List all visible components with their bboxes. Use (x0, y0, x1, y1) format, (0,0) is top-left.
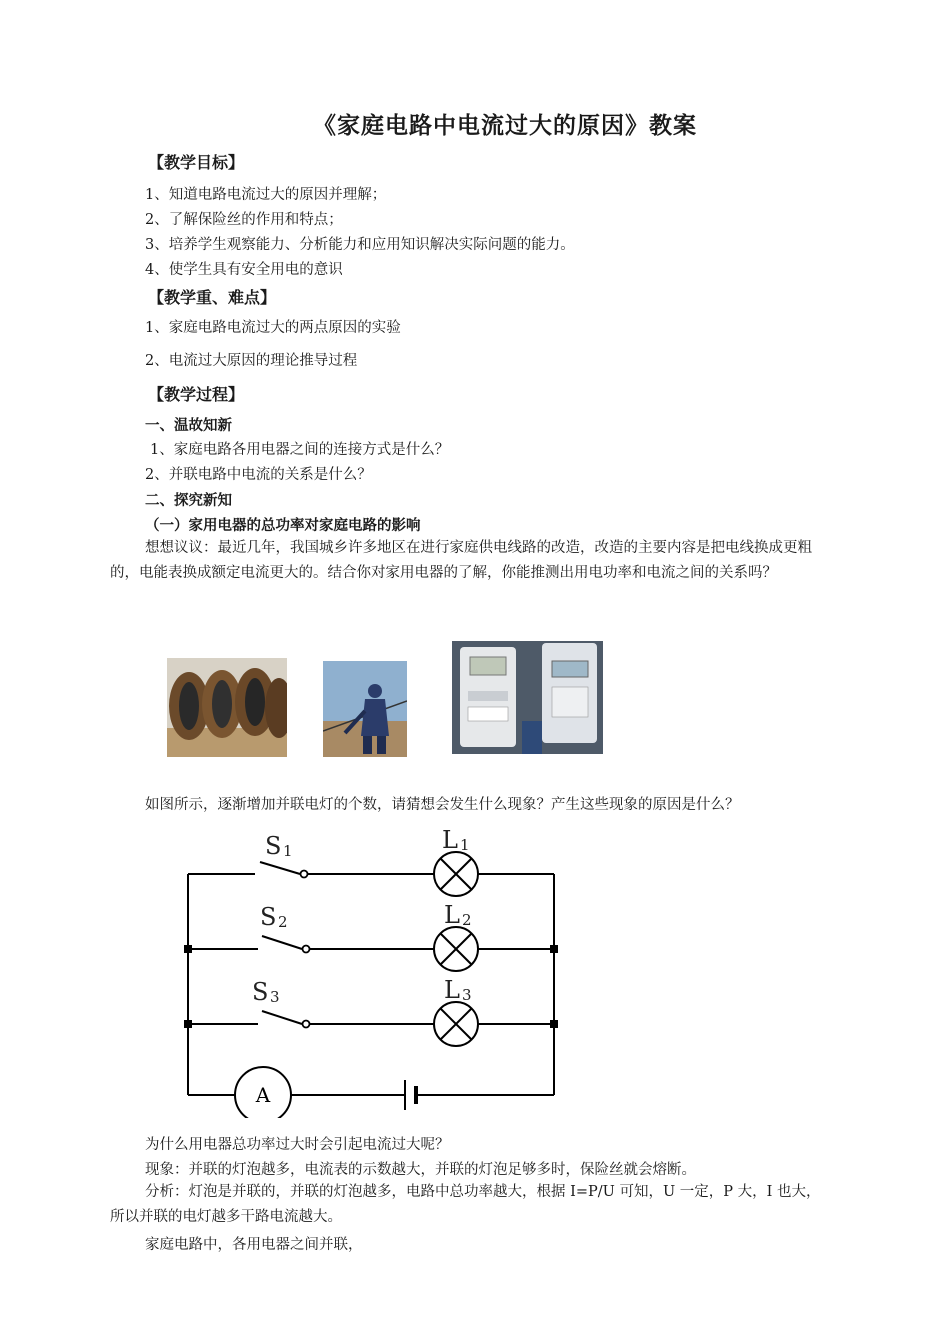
lamp-1-subscript: 1 (460, 836, 470, 854)
electric-meters-photo (452, 641, 603, 754)
lamp-2-subscript: 2 (462, 911, 472, 929)
key-points-heading: 【教学重、难点】 (148, 288, 277, 307)
lineman-photo (323, 661, 407, 757)
key-point-item: 1、家庭电路电流过大的两点原因的实验 (145, 320, 401, 336)
process-heading: 【教学过程】 (148, 385, 245, 404)
analysis-paragraph: 分析：灯泡是并联的，并联的灯泡越多，电路中总功率越大，根据 I=P/U 可知，U 一定，P 大，I 也大，所以并联的电灯越多干路电流越大。 (110, 1184, 821, 1225)
part1-item: 1、家庭电路各用电器之间的连接方式是什么？ (150, 442, 450, 458)
sub1-title: （一）家用电器的总功率对家庭电路的影响 (145, 518, 421, 534)
switch-1-subscript: 1 (283, 842, 293, 860)
switch-3-label: S (252, 978, 269, 1006)
figure-prompt: 如图所示，逐渐增加并联电灯的个数，请猜想会发生什么现象？产生这些现象的原因是什么？ (145, 797, 740, 813)
switch-2-subscript: 2 (278, 913, 288, 931)
goal-item: 3、培养学生观察能力、分析能力和应用知识解决实际问题的能力。 (145, 237, 575, 253)
last-line: 家庭电路中，各用电器之间并联， (145, 1237, 363, 1253)
cable-reels-photo (167, 658, 287, 757)
switch-3-subscript: 3 (270, 988, 280, 1006)
parallel-circuit-diagram (180, 822, 570, 1118)
goal-item: 2、了解保险丝的作用和特点； (145, 212, 343, 228)
key-point-item: 2、电流过大原因的理论推导过程 (145, 353, 358, 369)
lamp-3-label: L (444, 976, 460, 1004)
part1-title: 一、温故知新 (145, 418, 232, 434)
goal-item: 4、使学生具有安全用电的意识 (145, 262, 343, 278)
question-line: 为什么用电器总功率过大时会引起电流过大呢？ (145, 1137, 450, 1153)
lamp-3-subscript: 3 (462, 986, 472, 1004)
goal-item: 1、知道电路电流过大的原因并理解； (145, 187, 387, 203)
part1-item: 2、并联电路中电流的关系是什么？ (145, 467, 372, 483)
phenomenon-line: 现象：并联的灯泡越多，电流表的示数越大，并联的灯泡足够多时，保险丝就会熔断。 (145, 1162, 696, 1178)
switch-1-label: S (265, 832, 282, 860)
lamp-1-label: L (442, 826, 458, 854)
switch-2-label: S (260, 903, 277, 931)
think-paragraph: 想想议议：最近几年，我国城乡许多地区在进行家庭供电线路的改造，改造的主要内容是把电线换成更粗的，电能表换成额定电流更大的。结合你对家用电器的了解，你能推测出用电功率和电流之间的关系吗？ (110, 540, 812, 581)
page-title: 《家庭电路中电流过大的原因》教案 (313, 113, 697, 139)
part2-title: 二、探究新知 (145, 493, 232, 509)
goals-heading: 【教学目标】 (148, 153, 245, 172)
lamp-2-label: L (444, 901, 460, 929)
ammeter-label: A (255, 1083, 271, 1107)
